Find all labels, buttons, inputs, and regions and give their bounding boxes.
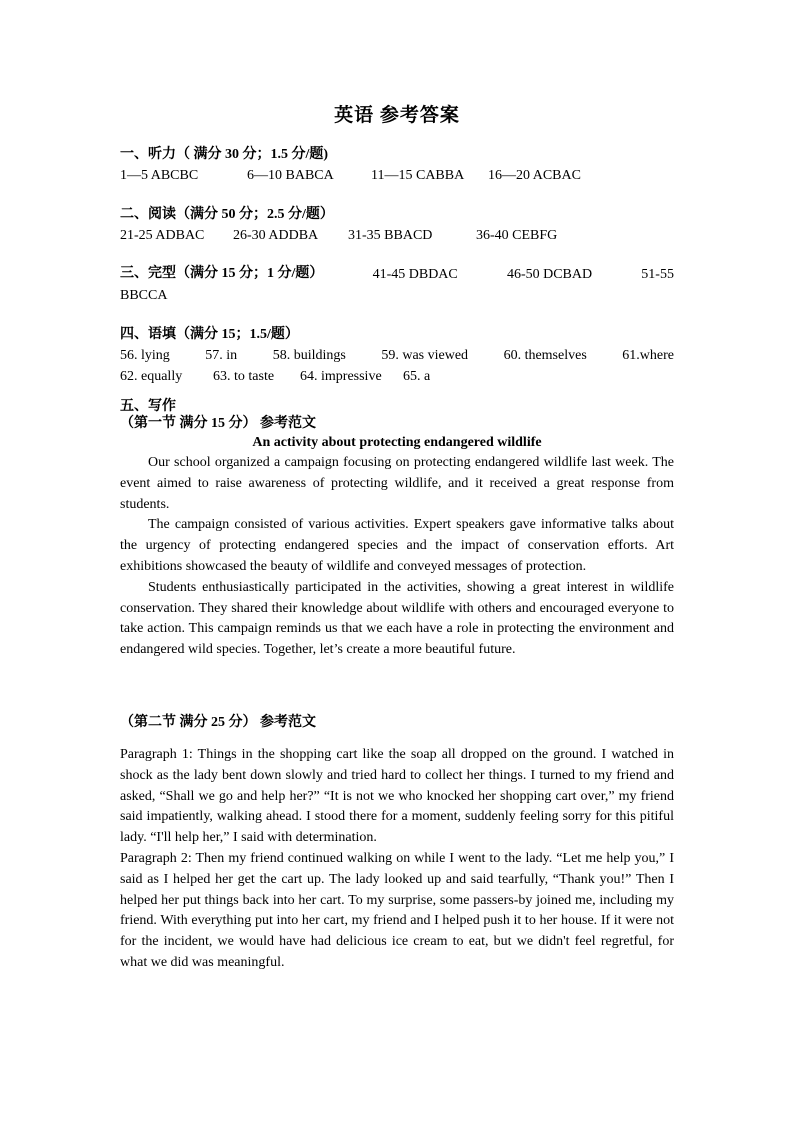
answer-group: 1—5 ABCBC xyxy=(120,168,199,183)
writing-part2-heading: （第二节 满分 25 分） 参考范文 xyxy=(120,715,316,730)
writing-part1-heading: （第一节 满分 15 分） 参考范文 xyxy=(120,416,316,431)
answer-group: 11—15 CABBA xyxy=(371,168,465,183)
answer-item: 59. was viewed xyxy=(381,348,469,363)
continuation-paragraph: Paragraph 1: Things in the shopping cart like the soap all dropped on the ground. I watched in shock as the lady bent down slowly and tried hard to collect her things. I turned to my friend and asked, “Shall we go and help her?” “It is not we who knocked her shopping cart over,” my friend said impatiently, walking ahead. I stood there for a moment, suddenly feeling sorry for this pitiful lady. “I'll help her,” I said with determination. xyxy=(120,747,674,846)
writing-section xyxy=(120,398,674,661)
listening-answers xyxy=(120,165,674,186)
answer-group: 46-50 DCBAD xyxy=(506,267,593,282)
essay-paragraph: Students enthusiastically participated in the activities, showing a great interest in wildlife conservation. They shared their knowledge about wildlife with others and encouraged everyone to take action. This campaign reminds us that we each have a role in protecting the environment and endangered wild species. Together, let’s create a more beautiful future. xyxy=(120,579,674,658)
answer-item: 64. impressive xyxy=(300,369,382,384)
grammar-heading: 四、语填（满分 15；1.5/题） xyxy=(120,327,299,342)
answer-item: 61.where xyxy=(622,348,674,363)
answer-group: 26-30 ADDBA xyxy=(233,228,319,243)
cloze-heading: 三、完型（满分 15 分；1 分/题） xyxy=(120,266,324,281)
essay-paragraph: The campaign consisted of various activities. Expert speakers gave informative talks about the urgency of protecting endangered species and the impact of conservation efforts. Art exhibitions showcased the beauty of wildlife and conveyed messages of protection. xyxy=(120,517,674,574)
answer-group: 51-55 xyxy=(641,267,674,282)
writing-part2-section xyxy=(120,713,674,733)
answer-item: 58. buildings xyxy=(272,348,346,363)
answer-group: 16—20 ACBAC xyxy=(488,168,581,183)
cloze-heading-row xyxy=(120,264,674,285)
grammar-answers-row-2 xyxy=(120,366,674,387)
answer-group: 21-25 ADBAC xyxy=(120,228,205,243)
continuation-writing xyxy=(120,745,674,974)
answer-item: 60. themselves xyxy=(503,348,587,363)
cloze-section xyxy=(120,264,674,306)
reading-section xyxy=(120,205,674,246)
reading-heading: 二、阅读（满分 50 分；2.5 分/题） xyxy=(120,207,334,222)
listening-section xyxy=(120,145,674,186)
page-title: 英语 参考答案 xyxy=(334,105,460,126)
grammar-section xyxy=(120,325,674,387)
answer-group: 6—10 BABCA xyxy=(247,168,334,183)
answer-item: 62. equally xyxy=(120,369,183,384)
answer-item: 56. lying xyxy=(120,348,170,363)
essay-paragraph: Our school organized a campaign focusing on protecting endangered wildlife last week. The event aimed to raise awareness of protecting wildlife, and it received a great response from students. xyxy=(120,455,674,512)
listening-heading: 一、听力（ 满分 30 分；1.5 分/题) xyxy=(120,147,329,162)
essay-title: An activity about protecting endangered wildlife xyxy=(252,435,542,450)
answer-item: 63. to taste xyxy=(213,369,275,384)
cloze-continuation xyxy=(120,285,674,306)
answer-item: 65. a xyxy=(403,369,431,384)
answer-group: BBCCA xyxy=(120,288,168,303)
answer-group: 41-45 DBDAC xyxy=(372,267,458,282)
grammar-answers-row-1 xyxy=(120,345,674,366)
continuation-paragraph: Paragraph 2: Then my friend continued walking on while I went to the lady. “Let me help you,” I said as I helped her get the cart up. The lady looked up and said tearfully, “Thank you!” Then I helped her put things back into her cart. To my surprise, some passers-by joined me, including my friend. With everything put into her cart, my friend and I helped push it to her house. If it were not for the incident, we would have had delicious ice cream to eat, but we didn't feel regretful, for what we did was meaningful. xyxy=(120,850,674,970)
writing-heading: 五、写作 xyxy=(120,399,176,414)
answer-group: 36-40 CEBFG xyxy=(476,228,558,243)
answer-group: 31-35 BBACD xyxy=(348,228,433,243)
answer-item: 57. in xyxy=(205,348,238,363)
reading-answers xyxy=(120,225,674,246)
